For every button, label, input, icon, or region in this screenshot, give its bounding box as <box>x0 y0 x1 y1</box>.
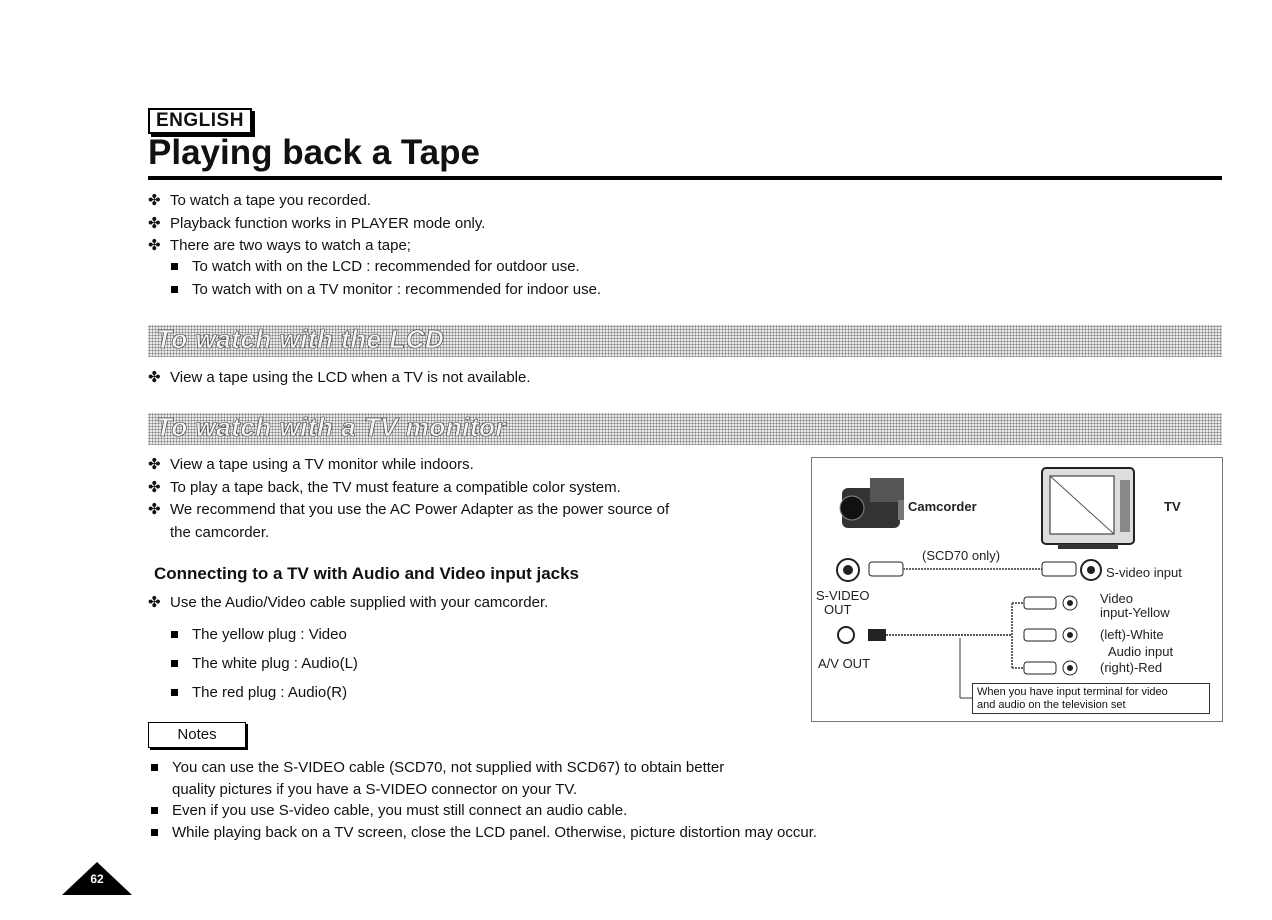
title-rule <box>148 176 1222 180</box>
page-number-badge <box>60 860 134 896</box>
audio-left-label: (left)-White <box>1100 627 1164 642</box>
section-band-tv <box>148 413 1222 445</box>
audio-right-plug-icon <box>1024 661 1077 675</box>
list-item: Even if you use S-video cable, you must still connect an audio cable. <box>148 800 817 822</box>
list-item: The red plug : Audio(R) <box>168 678 358 707</box>
notes-list <box>148 757 817 843</box>
list-item: quality pictures if you have a S-VIDEO connector on your TV. <box>172 780 578 798</box>
audio-left-plug-icon <box>1024 628 1077 642</box>
connect-subheading: Connecting to a TV with Audio and Video input jacks <box>154 564 580 583</box>
svideo-input-label: S-video input <box>1106 565 1182 580</box>
av-out-label: A/V OUT <box>818 656 871 671</box>
section-heading-tv: To watch with a TV monitor <box>156 412 507 442</box>
language-tag: ENGLISH <box>148 108 252 134</box>
connect-list <box>148 592 548 615</box>
svideo-out-label-1: S-VIDEO <box>816 588 870 603</box>
bullet-icon: ✤ <box>148 478 161 496</box>
list-item: You can use the S-VIDEO cable (SCD70, not supplied with SCD67) to obtain better <box>148 757 817 779</box>
section-heading-lcd: To watch with the LCD <box>156 324 445 354</box>
tv-terminal-callout: When you have input terminal for video and audio on the television set <box>972 683 1210 714</box>
list-item: To watch with on the LCD : recommended for outdoor use. <box>168 256 601 279</box>
bullet-icon: ✤ <box>148 456 161 473</box>
bullet-icon: ✤ <box>148 237 161 254</box>
list-item: While playing back on a TV screen, close the LCD panel. Otherwise, picture distortion may occur. <box>148 822 817 844</box>
camcorder-label: Camcorder <box>908 499 977 514</box>
svideo-plug-tv-icon <box>1042 562 1076 576</box>
list-item: To watch with on a TV monitor : recommended for indoor use. <box>168 279 601 302</box>
tv-icon <box>1042 468 1134 549</box>
svideo-out-jack-icon <box>837 559 859 581</box>
notes-label: Notes <box>148 722 246 748</box>
svideo-plug-icon <box>869 562 903 576</box>
list-item: ✤ There are two ways to watch a tape; <box>148 235 485 258</box>
video-plug-icon <box>1024 596 1077 610</box>
list-item: the camcorder. <box>170 523 270 541</box>
square-bullet-icon <box>151 764 158 771</box>
bullet-icon: ✤ <box>148 214 161 232</box>
list-item: ✤ View a tape using a TV monitor while indoors. <box>148 454 669 477</box>
list-item: ✤ To watch a tape you recorded. <box>148 190 485 213</box>
camcorder-icon <box>840 478 904 528</box>
square-bullet-icon <box>151 829 158 836</box>
bullet-icon: ✤ <box>148 501 161 518</box>
intro-list <box>148 190 485 258</box>
audio-input-label: Audio input <box>1108 644 1174 659</box>
svideo-input-jack-icon <box>1081 560 1101 580</box>
section-band-lcd <box>148 325 1222 357</box>
bullet-icon: ✤ <box>148 594 161 611</box>
connection-diagram-graphic <box>812 458 1222 721</box>
video-input-label-1: Video <box>1100 591 1134 606</box>
intro-sub-list <box>168 256 601 301</box>
square-bullet-icon <box>171 631 178 638</box>
page-title: Playing back a Tape <box>148 133 480 172</box>
video-input-label-2: input-Yellow <box>1100 605 1170 620</box>
square-bullet-icon <box>171 263 178 270</box>
square-bullet-icon <box>171 286 178 293</box>
scd70-label: (SCD70 only) <box>922 548 1001 563</box>
audio-right-label: (right)-Red <box>1100 660 1163 675</box>
square-bullet-icon <box>151 807 158 814</box>
av-out-jack-icon <box>838 627 886 643</box>
plug-list <box>168 620 358 707</box>
bullet-icon: ✤ <box>148 192 161 209</box>
list-item: The yellow plug : Video <box>168 620 358 649</box>
bullet-icon: ✤ <box>148 369 161 386</box>
list-item: ✤ Use the Audio/Video cable supplied with your camcorder. <box>148 592 548 615</box>
tv-list <box>148 454 669 544</box>
list-item: ✤ To play a tape back, the TV must feature a compatible color system. <box>148 477 669 500</box>
list-item: The white plug : Audio(L) <box>168 649 358 678</box>
square-bullet-icon <box>171 689 178 696</box>
list-item: ✤ We recommend that you use the AC Power Adapter as the power source of <box>148 499 669 522</box>
connection-diagram <box>811 457 1223 722</box>
square-bullet-icon <box>171 660 178 667</box>
lcd-list <box>148 367 531 390</box>
page-number: 62 <box>90 872 104 886</box>
svideo-out-label-2: OUT <box>824 602 852 617</box>
list-item: ✤ Playback function works in PLAYER mode only. <box>148 213 485 236</box>
tv-label: TV <box>1164 499 1181 514</box>
list-item: ✤ View a tape using the LCD when a TV is not available. <box>148 367 531 390</box>
